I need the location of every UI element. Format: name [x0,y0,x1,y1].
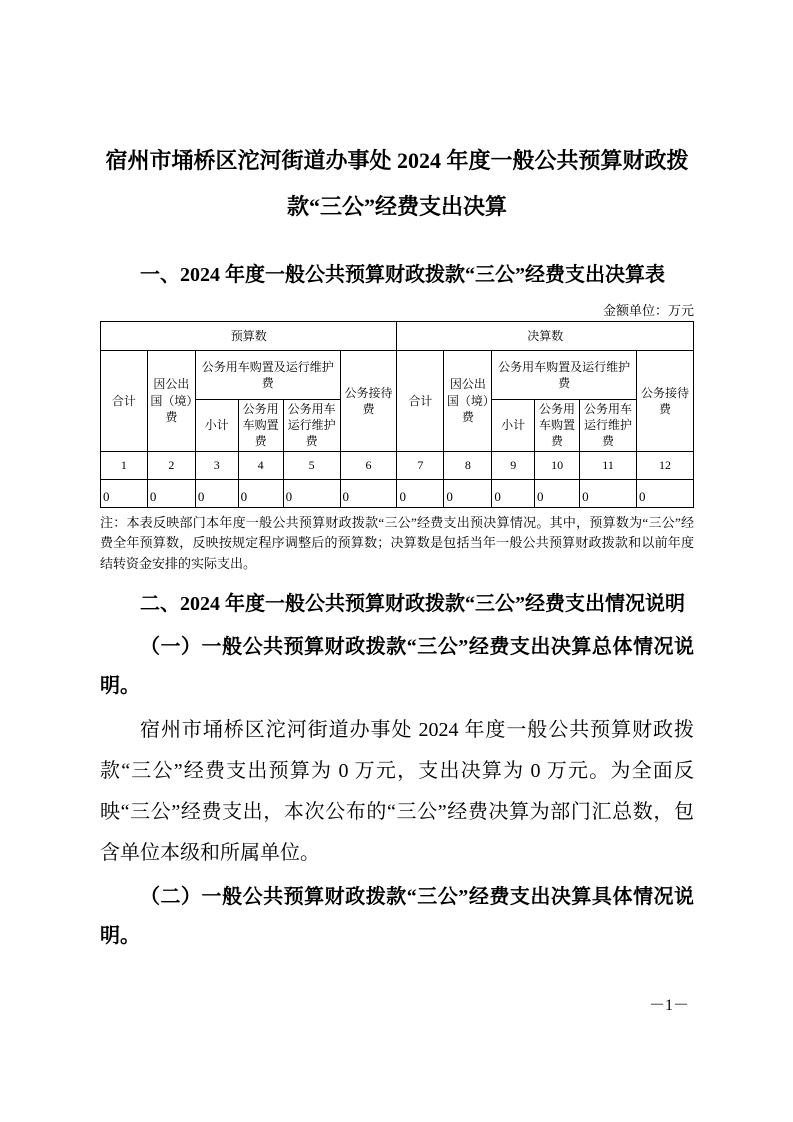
section1-heading: 一、2024 年度一般公共预算财政拨款“三公”经费支出决算表 [140,264,665,287]
header-budget-total: 合计 [101,350,148,451]
value-cell: 0 [147,479,195,507]
column-number: 7 [397,451,444,479]
section2-heading: 二、2024 年度一般公共预算财政拨款“三公”经费支出情况说明 [140,592,685,615]
header-budget-vehicle-group: 公务用车购置及运行维护费 [195,350,340,399]
column-number: 2 [147,451,195,479]
header-budget-operation: 公务用车运行维护费 [283,399,340,451]
value-cell: 0 [238,479,283,507]
column-number: 6 [340,451,397,479]
document-title: 宿州市埇桥区沱河街道办事处 2024 年度一般公共预算财政拨款“三公”经费支出决算 [105,148,689,220]
column-number: 5 [283,451,340,479]
table-row-header-2 [101,350,694,399]
header-final-reception: 公务接待费 [637,350,694,451]
table-row-values [101,479,694,507]
value-cell: 0 [397,479,444,507]
page-number: －1－ [648,997,689,1014]
column-number: 11 [580,451,637,479]
table-row-column-numbers [101,451,694,479]
value-cell: 0 [340,479,397,507]
value-cell: 0 [444,479,492,507]
column-number: 10 [535,451,580,479]
column-number: 8 [444,451,492,479]
sub2-heading: （二）一般公共预算财政拨款“三公”经费支出决算具体情况说明。 [100,885,694,947]
column-number: 3 [195,451,238,479]
header-final-total: 合计 [397,350,444,451]
header-budget-subtotal: 小计 [195,399,238,451]
table-note: 注：本表反映部门本年度一般公共预算财政拨款“三公”经费支出预决算情况。其中，预算数为“三公”经费全年预算数，反映按规定程序调整后的预算数；决算数是包括当年一般公共预算财政拨款和以前年度结转资金安排的实际支出。 [100,514,694,572]
header-final-vehicle-group: 公务用车购置及运行维护费 [492,350,637,399]
column-number: 4 [238,451,283,479]
paragraph-overview: 宿州市埇桥区沱河街道办事处 2024 年度一般公共预算财政拨款“三公”经费支出预算为 0 万元，支出决算为 0 万元。为全面反映“三公”经费支出，本次公布的“三公”经费决算为部门汇总数，包含单位本级和所属单位。 [100,718,694,864]
header-budget-purchase: 公务用车购置费 [238,399,283,451]
column-number: 12 [637,451,694,479]
value-cell: 0 [580,479,637,507]
header-final-abroad: 因公出国（境）费 [444,350,492,451]
value-cell: 0 [535,479,580,507]
unit-label: 金额单位：万元 [602,303,694,319]
document-content [100,138,694,956]
column-number: 9 [492,451,535,479]
header-final-group: 决算数 [397,321,694,350]
header-budget-group: 预算数 [101,321,397,350]
header-final-purchase: 公务用车购置费 [535,399,580,451]
header-final-operation: 公务用车运行维护费 [580,399,637,451]
value-cell: 0 [195,479,238,507]
table-row-groups [101,321,694,350]
value-cell: 0 [492,479,535,507]
header-budget-reception: 公务接待费 [340,350,397,451]
column-number: 1 [101,451,148,479]
header-final-subtotal: 小计 [492,399,535,451]
header-budget-abroad: 因公出国（境）费 [147,350,195,451]
sub1-heading: （一）一般公共预算财政拨款“三公”经费支出决算总体情况说明。 [100,635,694,697]
value-cell: 0 [101,479,148,507]
value-cell: 0 [637,479,694,507]
sangong-expense-table [100,321,694,508]
value-cell: 0 [283,479,340,507]
